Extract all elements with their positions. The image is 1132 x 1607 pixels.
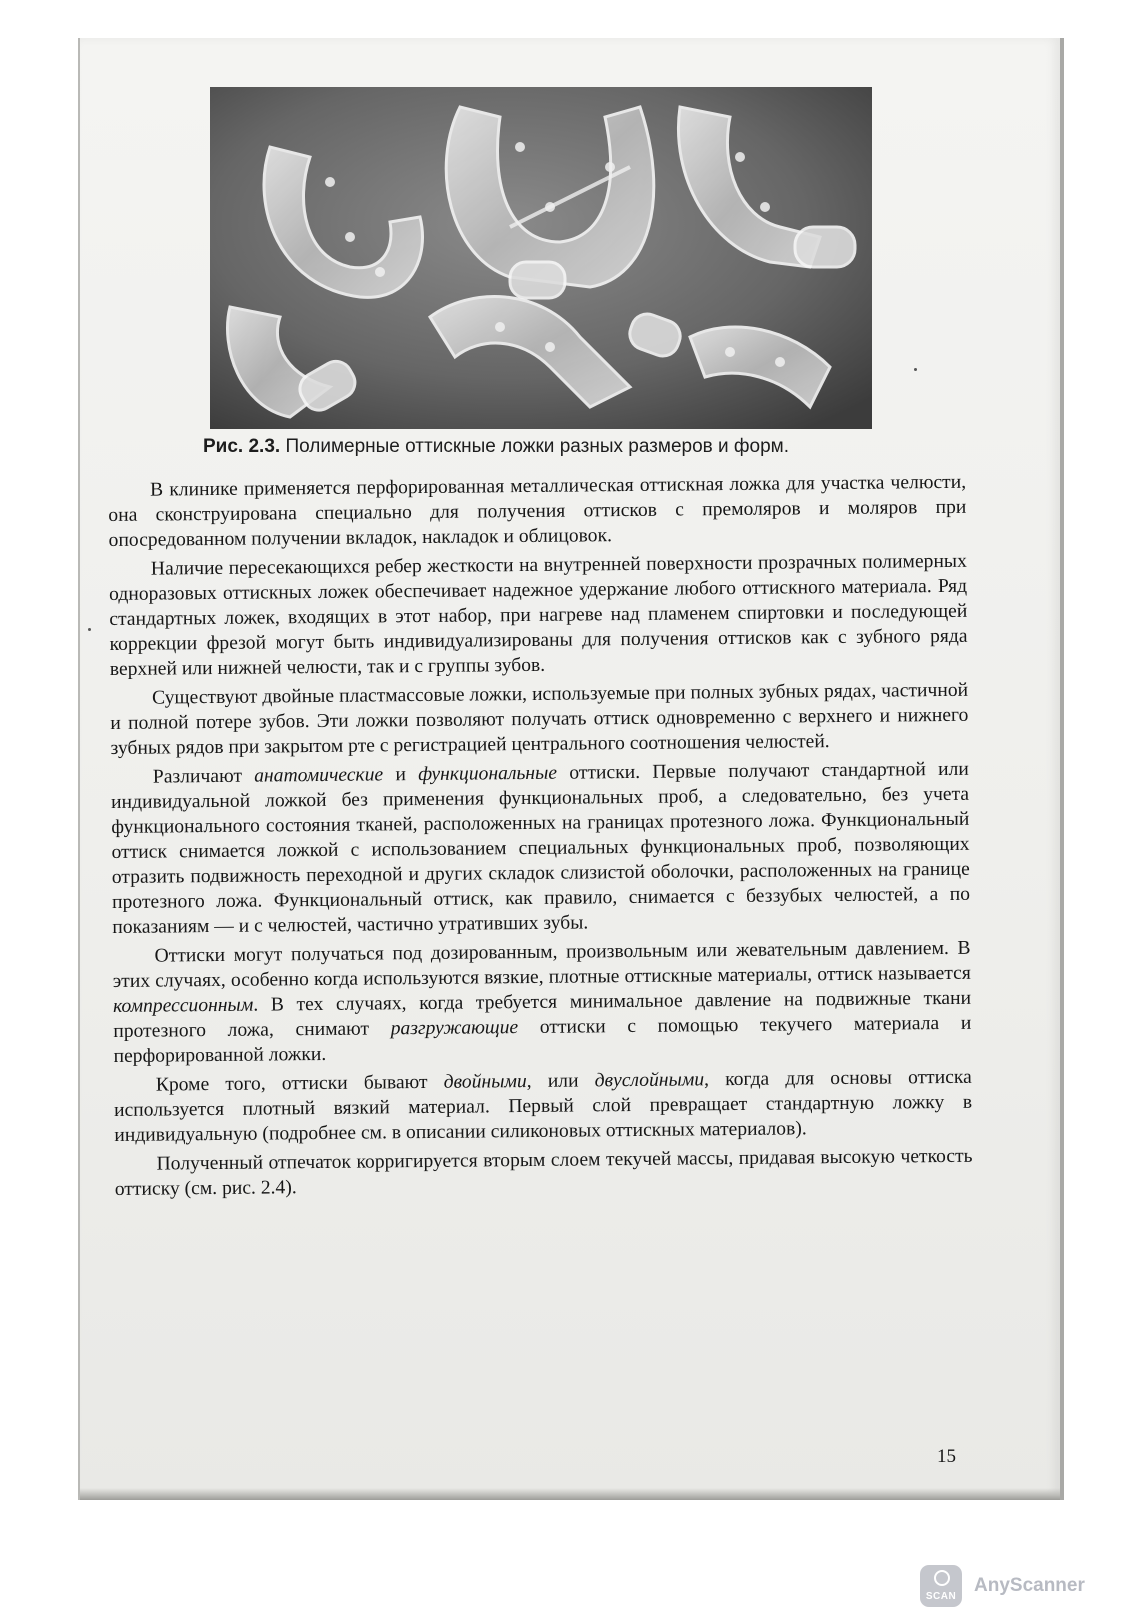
paragraph [108,470,967,553]
italic-term: компрессионным [112,994,254,1017]
watermark-app-name: AnyScanner [974,1575,1085,1596]
paragraph [111,757,971,940]
scan-speck [88,628,91,631]
text-run: , когда для основы оттиска используется плотный вязкий материал. Первый слой превращает стандартную ложку в индивидуальную (подробнее см. в описании силиконовых оттискных материалов). [113,1066,973,1146]
text-run: Наличие пересекающихся ребер жесткости на внутренней поверхности прозрачных полимерных одноразовых оттискных ложек обеспечивает надежное удержание любого оттискного материала. Ряд стандартных ложек, входящих в этот набор, при нагреве над пламенем спиртовки и последующей коррекции фрезой могут быть индивидуализированы для получения оттисков как с зубного ряда верхней или нижней челюсти, так и с группы зубов. [109,550,968,680]
scan-app-icon [920,1565,962,1607]
italic-term: двуслойными [594,1069,705,1092]
scanner-watermark [920,1565,1085,1607]
text-run: В клинике применяется перфорированная металлическая оттискная ложка для участка челюсти, она сконструирована специально для получения оттисков с премоляров и моляров при опосредованном получении вкладок, накладок и облицовок. [108,471,967,551]
scan-app-icon-text: SCAN [925,1591,957,1602]
figure-photo-impression-trays [210,87,872,429]
figure-label: Рис. 2.3. [203,436,281,457]
impression-trays-photo [210,87,872,429]
text-run: и [383,764,419,786]
text-run: оттиски с помощью текучего материала и перфорированной ложки. [113,1012,972,1067]
text-run: , или [526,1070,595,1093]
paragraph [114,1065,973,1148]
italic-term: разгружающие [390,1017,519,1040]
italic-term: функциональные [418,762,558,786]
paragraph [114,1144,972,1202]
paragraph [112,936,971,1069]
text-run: . В тех случаях, когда требуется минимальное давление на подвижные ткани протезного ложа, снимают [113,987,972,1042]
text-run: Оттиски могут получаться под дозированным, произвольным или жевательным давлением. В этих случаях, особенно когда используются вязкие, плотные оттискные материалы, оттиск называется [112,937,971,992]
paragraph [110,678,969,761]
figure-caption-text: Полимерные оттискные ложки разных размеров и форм. [285,436,790,457]
text-run: Различают [152,765,255,788]
italic-term: анатомические [254,764,384,787]
text-run: Существуют двойные пластмассовые ложки, используемые при полных зубных рядах, частичной и полной потере зубов. Эти ложки позволяют получать оттиск одновременно с верхнего и нижнего зубных рядов при закрытом рте с регистрацией центрального соотношения челюстей. [110,679,969,759]
paragraph [109,549,968,682]
text-run: Кроме того, оттиски бывают [155,1071,444,1096]
body-text [108,470,973,1206]
scan-speck [914,368,917,371]
figure-caption [203,436,903,458]
text-run: оттиски. Первые получают стандартной или индивидуальной ложкой без применения функциональных проб, а следовательно, без учета функционального состояния тканей, расположенных на границах протезного ложа. Функциональный оттиск снимается ложкой с использованием специальных функциональных проб, позволяющих отразить подвижность переходной и других складок слизистой оболочки, расположенных на границе протезного ложа. Функциональный оттиск, как правило, снимается с беззубых челюстей, а по показаниям — и с челюстей, частично утративших зубы. [111,758,971,938]
text-run: Полученный отпечаток корригируется вторым слоем текучей массы, придавая высокую четкость оттиску (см. рис. 2.4). [114,1145,973,1200]
page-number: 15 [937,1446,956,1467]
italic-term: двойными [443,1071,527,1093]
